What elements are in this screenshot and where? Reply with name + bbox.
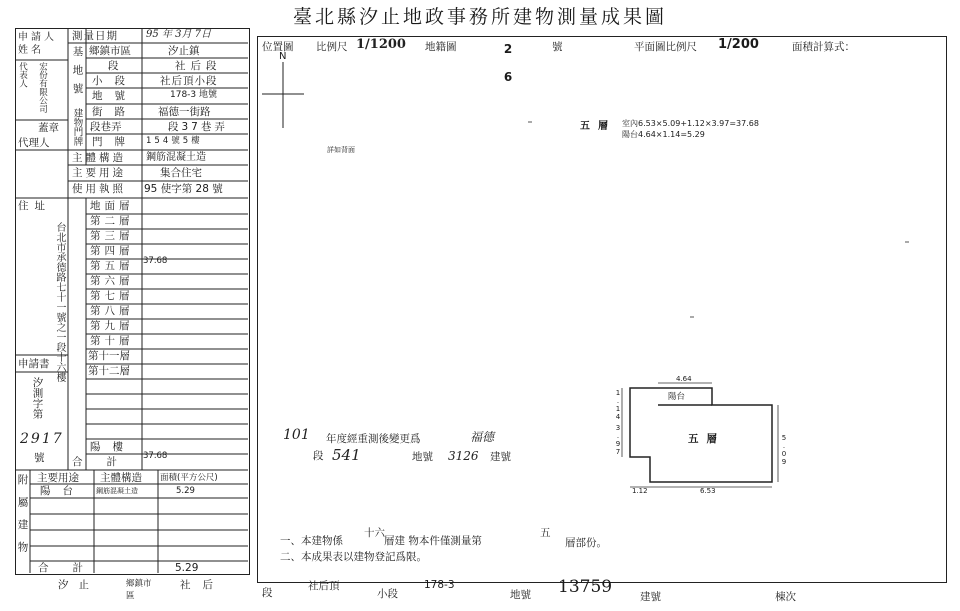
change-text: 年度經重測後變更爲 <box>326 433 421 445</box>
scale-value: 1/1200 <box>356 37 406 52</box>
lane-label: 段巷弄 <box>90 121 122 133</box>
annex-row1-usage: 陽台 <box>40 485 85 497</box>
footer-subsection: 社后頂 <box>308 580 340 592</box>
scale-label: 比例尺 <box>316 41 348 53</box>
annex-row1-area: 5.29 <box>176 486 195 496</box>
calc-line2: 陽台4.64×1.14=5.29 <box>622 130 705 139</box>
township-value: 汐止鎮 <box>168 45 200 57</box>
change-build-label: 建號 <box>490 451 511 463</box>
footer-bldg-no-label: 棟次 <box>775 591 796 603</box>
license-label: 使用執照 <box>72 183 126 195</box>
subsection-label: 小段 <box>92 75 137 87</box>
base-label: 基地號 <box>71 46 84 102</box>
calc-floor-name: 五層 <box>580 121 616 132</box>
annex-total-label: 合計 <box>38 562 107 574</box>
seal-label: 蓋章 <box>38 122 59 134</box>
agent-label: 代理人 <box>18 137 50 149</box>
annex-header-area: 面積(平方公尺) <box>160 473 218 483</box>
note1-suffix: 層部份。 <box>565 537 607 549</box>
note1-floor: 五 <box>540 527 551 539</box>
section-value: 社后段 <box>175 60 222 72</box>
usage-value: 集合住宅 <box>160 167 202 179</box>
township-label: 鄉鎮市區 <box>89 45 131 57</box>
floor-row-label: 第二層 <box>90 215 134 227</box>
area-calc-label: 面積計算式： <box>792 41 855 53</box>
dim-left-top: 1.14 <box>614 389 622 421</box>
floor-row-label: 第十一層 <box>88 350 130 362</box>
total-value: 37.68 <box>143 451 168 461</box>
change-lot-no: 3126 <box>448 449 479 463</box>
floor-row-label: 第六層 <box>90 275 134 287</box>
lane-value: 段37巷弄 <box>168 121 228 133</box>
address-value: 台北市承德路七十一號之一段十六樓 <box>54 222 65 382</box>
address-label: 住址 <box>18 200 51 212</box>
floor-row-label: 地面層 <box>90 200 134 212</box>
section-label: 段 <box>108 60 119 72</box>
structure-label: 主體構造 <box>72 152 126 164</box>
dim-right: 5.09 <box>780 434 788 466</box>
street-label: 街路 <box>92 106 137 118</box>
building-door-label: 建物門牌 <box>71 108 83 146</box>
note1-prefix: 一、本建物係 <box>280 535 343 547</box>
footer-build-no: 13759 <box>558 577 613 597</box>
annex-header-usage: 主要用途 <box>37 472 79 484</box>
floor-row-label: 第五層 <box>90 260 134 272</box>
footer-town-label: 鄉鎮市區 <box>126 579 152 601</box>
annex-header-structure: 主體構造 <box>100 472 142 484</box>
door-value: 154號5樓 <box>146 136 203 146</box>
balcony-label: 陽樓 <box>90 441 135 453</box>
detail-note: 詳如背面 <box>327 146 355 154</box>
note1-mid: 層建 物本件僅測量第 <box>384 535 482 547</box>
survey-date-value: 95 年 3月 7日 <box>146 29 211 40</box>
floor-row-label: 第四層 <box>90 245 134 257</box>
document-title: 臺北縣汐止地政事務所建物測量成果圖 <box>292 6 667 28</box>
dim-bottom: 6.53 <box>700 487 716 495</box>
north-label: N <box>279 51 287 62</box>
floor-row-label: 第九層 <box>90 320 134 332</box>
footer-lot: 178-3 <box>424 579 455 591</box>
annex-total-value: 5.29 <box>175 562 199 574</box>
annex-side-label: 附屬建物 <box>16 474 29 564</box>
footer-section-label: 段 <box>262 587 273 599</box>
app-no-number: 2917 <box>20 431 64 447</box>
app-no-suffix: 號 <box>34 452 45 464</box>
sheet-suffix: 號 <box>552 41 563 53</box>
footer-lot-label: 地號 <box>510 589 531 601</box>
lotno-label: 地號 <box>92 90 137 102</box>
total-label: 合計 <box>72 456 141 468</box>
lotno-value: 178-3 地號 <box>170 90 218 100</box>
sheet-no: 2 6 <box>501 42 515 84</box>
applicant-name: 宏份有限公司 <box>37 62 48 113</box>
usage-label: 主要用途 <box>72 167 126 179</box>
change-year: 101 <box>283 427 310 443</box>
subsection-value: 社后頂小段 <box>160 75 218 87</box>
footer-build-label: 建號 <box>640 591 661 603</box>
app-no-label: 申請書 <box>18 358 50 370</box>
survey-date-label: 測量日期 <box>72 30 118 42</box>
dim-bottom-left: 1.12 <box>632 487 648 495</box>
footer-section: 社后 <box>180 579 225 591</box>
structure-value: 鋼筋混凝土造 <box>146 152 206 163</box>
door-label: 門牌 <box>92 136 137 148</box>
floor5-area: 37.68 <box>143 256 168 266</box>
change-section: 福德 <box>470 430 495 444</box>
floor-row-label: 第十層 <box>90 335 134 347</box>
plan-balcony: 陽台 <box>668 392 686 402</box>
annex-row1-structure: 鋼筋混凝土造 <box>96 487 138 495</box>
calc-line1: 室內6.53×5.09+1.12×3.97=37.68 <box>622 119 759 128</box>
change-duan-no: 541 <box>332 446 361 464</box>
dim-left-mid: 3.97 <box>614 424 622 456</box>
applicant-name2: 代表人 <box>17 62 28 88</box>
floor-row-label: 第三層 <box>90 230 134 242</box>
cadastral-label: 地籍圖 <box>425 41 457 53</box>
license-value: 95 使字第 28 號 <box>144 183 223 195</box>
floor-row-label: 第七層 <box>90 290 134 302</box>
note2: 二、本成果表以建物登記爲限。 <box>280 551 427 563</box>
applicant-label: 申請人姓名 <box>18 32 57 56</box>
floor-row-label: 第八層 <box>90 305 134 317</box>
floorplan-scale-value: 1/200 <box>718 37 759 52</box>
plan-floor: 五層 <box>688 433 725 445</box>
note1-floors: 十六 <box>364 527 385 539</box>
change-lot-label: 地號 <box>412 451 433 463</box>
dim-top: 4.64 <box>676 375 692 383</box>
change-duan: 段 <box>313 450 324 462</box>
floor-row-label: 第十二層 <box>88 365 130 377</box>
footer-subsection-label: 小段 <box>377 588 398 600</box>
street-value: 福德一街路 <box>158 106 211 118</box>
location-map-label: 位置圖 <box>262 41 294 53</box>
footer-town: 汐止 <box>58 579 99 591</box>
app-no-value: 汐測字第 <box>31 377 44 419</box>
floorplan-scale-label: 平面圖比例尺 <box>634 41 697 53</box>
